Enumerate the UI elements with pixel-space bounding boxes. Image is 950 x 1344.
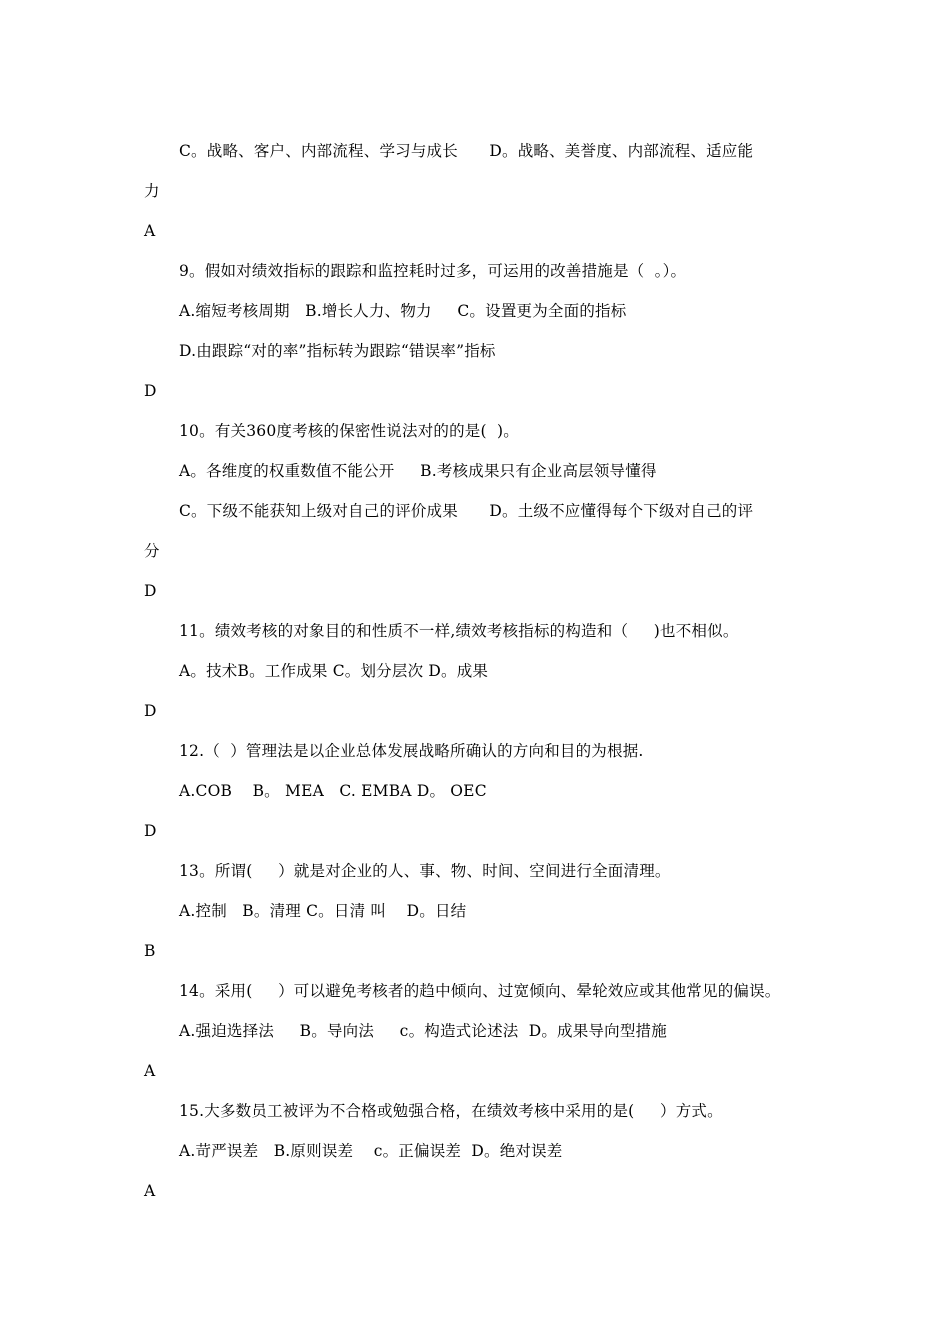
answer-q14: A: [144, 1062, 156, 1080]
answer-q9: D: [144, 382, 157, 400]
options-q13: A.控制 B。清理 C。日清 叫 D。日结: [179, 902, 467, 920]
answer-q15: A: [144, 1182, 156, 1200]
options-q10-wrap: 分: [144, 542, 160, 560]
question-9: 9。假如对绩效指标的跟踪和监控耗时过多，可运用的改善措施是（ 。）。: [179, 262, 687, 280]
options-q10-cd: C。下级不能获知上级对自己的评价成果 D。土级不应懂得每个下级对自己的评: [179, 502, 754, 520]
question-10: 10。有关360度考核的保密性说法对的的是( )。: [179, 422, 519, 440]
options-q14: A.强迫选择法 B。导向法 c。构造式论述法 D。成果导向型措施: [179, 1022, 667, 1040]
answer-q13: B: [144, 942, 156, 960]
question-12: 12.（ ）管理法是以企业总体发展战略所确认的方向和目的为根据.: [179, 742, 644, 760]
answer-q8: A: [144, 222, 156, 240]
option-line-wrap: 力: [144, 182, 160, 200]
options-q9-d: D.由跟踪“对的率”指标转为跟踪“错误率”指标: [179, 342, 496, 360]
question-13: 13。所谓( ）就是对企业的人、事、物、时间、空间进行全面清理。: [179, 862, 671, 880]
options-q15: A.苛严误差 B.原则误差 c。正偏误差 D。绝对误差: [179, 1142, 563, 1160]
option-line-cd-q8: C。战略、客户、内部流程、学习与成长 D。战略、美誉度、内部流程、适应能: [179, 142, 754, 160]
options-q12: A.COB B。 MEA C. EMBA D。 OEC: [179, 782, 487, 800]
answer-q10: D: [144, 582, 157, 600]
question-14: 14。采用( ）可以避免考核者的趋中倾向、过宽倾向、晕轮效应或其他常见的偏误。: [179, 982, 781, 1000]
options-q10-ab: A。各维度的权重数值不能公开 B.考核成果只有企业高层领导懂得: [179, 462, 657, 480]
answer-q11: D: [144, 702, 157, 720]
options-q9-abc: A.缩短考核周期 B.增长人力、物力 C。设置更为全面的指标: [179, 302, 627, 320]
question-11: 11。绩效考核的对象目的和性质不一样,绩效考核指标的构造和（ )也不相似。: [179, 622, 739, 640]
options-q11: A。技术B。工作成果 C。划分层次 D。成果: [179, 662, 489, 680]
answer-q12: D: [144, 822, 157, 840]
question-15: 15.大多数员工被评为不合格或勉强合格，在绩效考核中采用的是( ）方式。: [179, 1102, 723, 1120]
